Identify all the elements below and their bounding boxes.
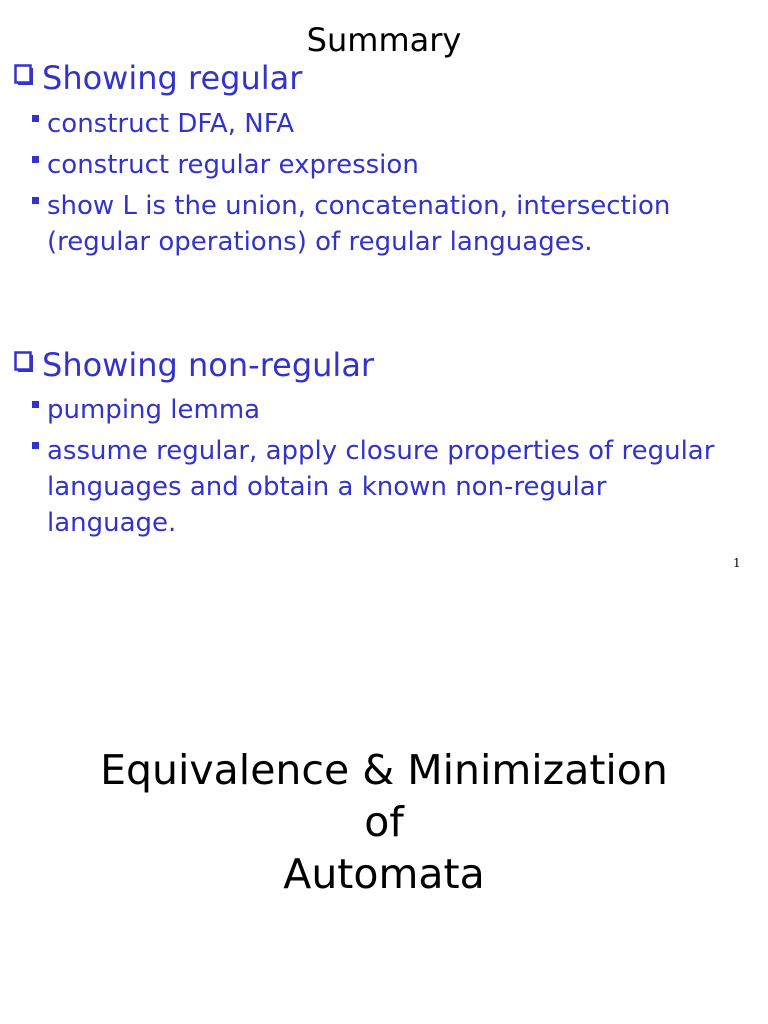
title-line: Automata	[283, 850, 485, 898]
list-item-text: pumping lemma	[47, 395, 261, 425]
list-item-text: show L is the union, concatenation, intersection (regular operations) of regular languages.	[47, 191, 671, 257]
slide-title: Summary	[306, 21, 462, 59]
section-items-regular	[30, 106, 730, 265]
slide-title-equivalence-minimization	[0, 744, 768, 900]
list-item-text: assume regular, apply closure properties of regular languages and obtain a known non-regular language.	[47, 436, 715, 538]
list-item-text: construct regular expression	[47, 150, 419, 180]
title-line: of	[364, 798, 404, 846]
section-heading-showing-non-regular	[14, 345, 374, 385]
title-line: Equivalence & Minimization	[100, 746, 668, 794]
filled-square-icon	[32, 156, 39, 163]
section-heading-text: Showing regular	[42, 59, 303, 97]
section-heading-text: Showing non-regular	[42, 346, 375, 384]
hollow-square-icon	[14, 58, 36, 98]
page-number: 1	[733, 556, 741, 570]
filled-square-icon	[32, 115, 39, 122]
filled-square-icon	[32, 442, 39, 449]
section-items-non-regular	[30, 392, 730, 546]
list-item	[30, 147, 730, 183]
list-item	[30, 106, 730, 142]
list-item-text: construct DFA, NFA	[47, 109, 295, 139]
list-item	[30, 392, 730, 428]
filled-square-icon	[32, 197, 39, 204]
list-item	[30, 188, 730, 260]
filled-square-icon	[32, 401, 39, 408]
hollow-square-icon	[14, 345, 36, 385]
list-item	[30, 433, 730, 541]
section-heading-showing-regular	[14, 58, 302, 98]
